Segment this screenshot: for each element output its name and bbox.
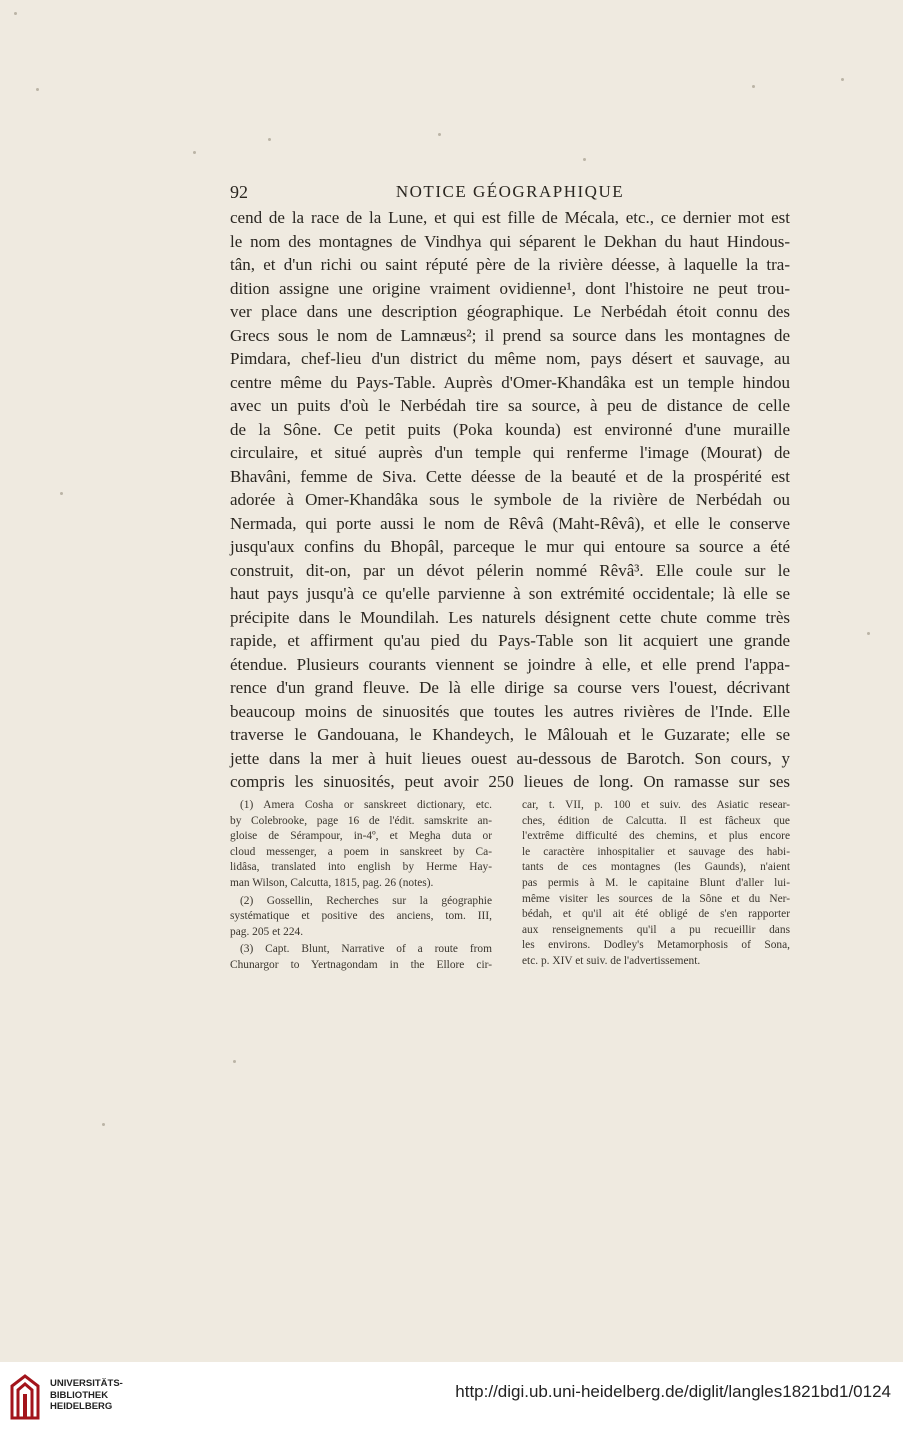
paper-speck	[36, 88, 39, 91]
text-line: Grecs sous le nom de Lamnæus²; il prend sa source dans les montagnes de	[230, 325, 790, 345]
footnotes-left-column	[230, 798, 492, 974]
main-text	[230, 206, 790, 794]
library-name-line: BIBLIOTHEK	[50, 1389, 109, 1401]
running-title: NOTICE GÉOGRAPHIQUE	[395, 182, 625, 201]
page-number: 92	[230, 182, 248, 202]
footnote-line: Chunargor to Yertnagondam in the Ellore cir-	[230, 958, 492, 971]
text-line: dition assigne une origine vraiment ovidienne¹, dont l'histoire ne peut trou-	[230, 278, 790, 298]
library-name	[50, 1378, 123, 1413]
text-line: étendue. Plusieurs courants viennent se joindre à elle, et elle prend l'appa-	[230, 654, 790, 674]
text-line: traverse le Gandouana, le Khandeych, le Mâlouah et le Guzarate; elle se	[230, 725, 790, 744]
page-header	[230, 182, 790, 204]
text-line: le nom des montagnes de Vindhya qui séparent le Dekhan du haut Hindous-	[230, 231, 790, 251]
footnote-line: ches, édition de Calcutta. Il est fâcheux que	[522, 814, 790, 827]
paper-speck	[752, 85, 755, 88]
text-line: adorée à Omer-Khandâka sous le symbole de la rivière de Nerbédah ou	[230, 490, 790, 509]
text-line: Bhavâni, femme de Siva. Cette déesse de la beauté et de la prospérité est	[230, 466, 790, 486]
paper-speck	[841, 78, 844, 81]
footnote-line: (2) Gossellin, Recherches sur la géographie	[240, 894, 492, 907]
library-name-line: HEIDELBERG	[50, 1401, 113, 1412]
text-line: construit, dit-on, par un dévot pélerin nommé Rêvâ³. Elle coule sur le	[230, 560, 790, 580]
footnote-line: etc. p. XIV et suiv. de l'advertissement.	[522, 954, 701, 967]
text-line: beaucoup moins de sinuosités que toutes les autres rivières de l'Inde. Elle	[230, 701, 790, 721]
footnote-line: même visiter les sources de la Sône et du Ner-	[522, 892, 790, 905]
paper-speck	[233, 1060, 236, 1063]
text-line: Nermada, qui porte aussi le nom de Rêvâ (Maht-Rêvâ), et elle le conserve	[230, 513, 790, 533]
text-line: précipite dans le Moundilah. Les naturels désignent cette chute comme très	[230, 607, 790, 627]
university-logo-icon	[8, 1372, 42, 1422]
text-line: centre même du Pays-Table. Auprès d'Omer-Khandâka est un temple hindou	[230, 372, 790, 392]
text-line: rence d'un grand fleuve. De là elle dirige sa course vers l'ouest, décrivant	[230, 678, 790, 697]
text-line: de la Sône. Ce petit puits (Poka kounda) est environné d'une muraille	[230, 419, 790, 439]
footnote-line: les environs. Dodley's Metamorphosis of Sona,	[522, 939, 790, 952]
footnote-line: systématique et positive des anciens, tom. III,	[230, 910, 492, 923]
paper-speck	[60, 492, 63, 495]
footnote-line: le caractère inhospitalier et sauvage des habi-	[522, 845, 790, 858]
footnote-line: l'extrême difficulté des chemins, et plus encore	[522, 830, 790, 843]
paper-speck	[14, 12, 17, 15]
footnote-line: man Wilson, Calcutta, 1815, pag. 26 (notes).	[230, 876, 434, 889]
library-name-line: UNIVERSITÄTS-	[50, 1378, 123, 1389]
footnote-line: cloud messenger, a poem in sanskreet by Ca-	[230, 845, 492, 858]
paper-speck	[438, 133, 441, 136]
paper-speck	[268, 138, 271, 141]
viewer-footer	[0, 1362, 903, 1432]
text-line: circulaire, et situé auprès d'un temple qui renferme l'image (Mourat) de	[230, 443, 790, 462]
text-line: avec un puits d'où le Nerbédah tire sa source, à peu de distance de celle	[230, 396, 790, 415]
text-line: tân, et d'un richi ou saint réputé père de la rivière déesse, à laquelle la tra-	[230, 255, 790, 274]
text-line: Pimdara, chef-lieu d'un district du même nom, pays désert et sauvage, au	[230, 349, 790, 368]
footnote-line: pag. 205 et 224.	[230, 925, 304, 938]
permalink-url[interactable]: http://digi.ub.uni-heidelberg.de/diglit/langles1821bd1/0124	[455, 1382, 891, 1401]
footnote-line: aux renseignements qu'il a pu recueillir dans	[522, 923, 790, 936]
text-line: haut pays jusqu'à ce qu'elle parvienne à son extrémité occidentale; là elle se	[230, 584, 790, 603]
paper-speck	[583, 158, 586, 161]
text-line: compris les sinuosités, peut avoir 250 lieues de long. On ramasse sur ses	[230, 772, 790, 791]
text-line: cend de la race de la Lune, et qui est fille de Mécala, etc., ce dernier mot est	[230, 208, 790, 227]
footnote-line: (1) Amera Cosha or sanskreet dictionary, etc.	[240, 799, 492, 811]
text-line: rapide, et affirment qu'au pied du Pays-Table son lit acquiert une grande	[230, 631, 790, 650]
paper-speck	[102, 1123, 105, 1126]
footnote-line: car, t. VII, p. 100 et suiv. des Asiatic resear-	[522, 799, 790, 811]
footnote-line: tants de ces montagnes (les Gaunds), n'aient	[522, 861, 790, 874]
footnote-line: (3) Capt. Blunt, Narrative of a route from	[240, 943, 492, 956]
text-line: jusqu'aux confins du Bhopâl, parceque le mur qui entoure sa source a été	[230, 537, 790, 556]
footnote-line: by Colebrooke, page 16 de l'édit. samskrite an-	[230, 814, 492, 827]
paper-speck	[193, 151, 196, 154]
text-line: ver place dans une description géographique. Le Nerbédah étoit connu des	[230, 302, 790, 321]
footnote-line: gloise de Sérampour, in-4º, et Megha duta or	[230, 830, 492, 843]
footnotes-right-column	[522, 798, 790, 970]
footnote-line: lidâsa, translated into english by Herme Hay-	[230, 861, 492, 874]
paper-speck	[867, 632, 870, 635]
text-line: jette dans la mer à huit lieues ouest au-dessous de Barotch. Son cours, y	[230, 748, 790, 768]
footnote-line: pas permis à M. le capitaine Blunt d'aller lui-	[522, 876, 790, 889]
footnote-line: bédah, et qu'il ait été obligé de s'en rapporter	[522, 908, 790, 921]
